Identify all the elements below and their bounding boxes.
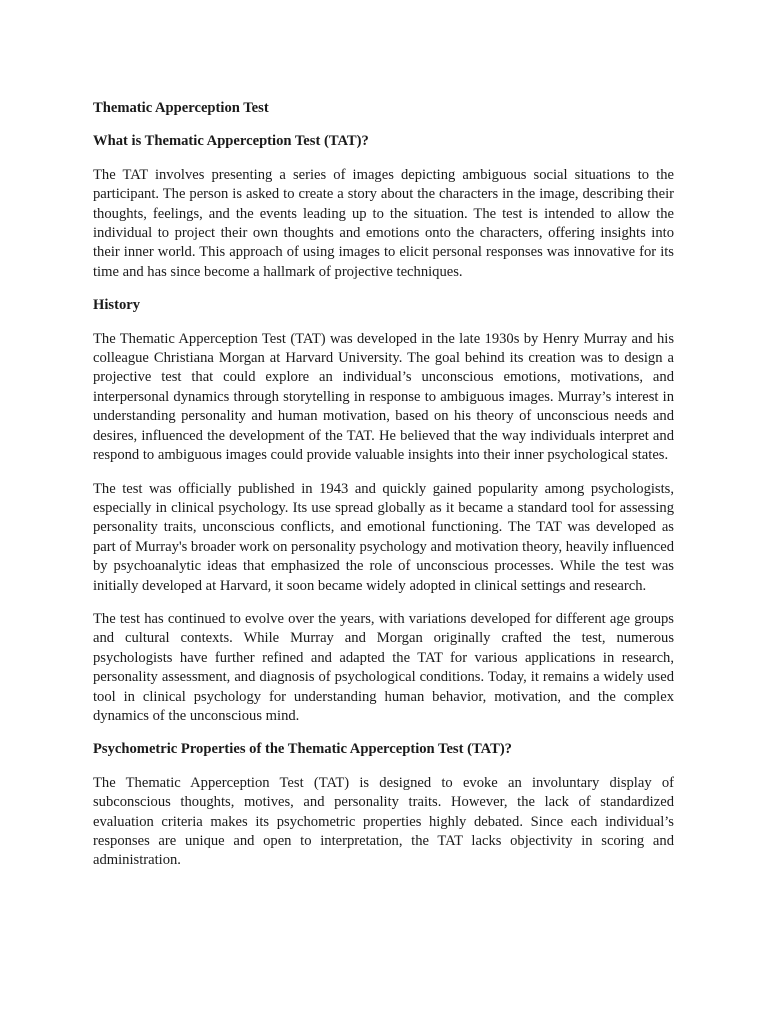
document-page [93, 99, 674, 885]
document-title: Thematic Apperception Test [93, 100, 269, 116]
paragraph-history-origin: The Thematic Apperception Test (TAT) was developed in the late 1930s by Henry Murray and his colleague Christiana Morgan at Harvard University. The goal behind its creation was to design a projective test that could explore an individual’s unconscious emotions, motivations, and interpersonal dynamics through storytelling in response to ambiguous images. Murray’s interest in understanding personality and human motivation, based on his theory of unconscious needs and desires, influenced the development of the TAT. He believed that the way individuals interpret and respond to ambiguous images could provide valuable insights into their inner psychological states. [93, 330, 674, 464]
section-heading-what-is-tat: What is Thematic Apperception Test (TAT)? [93, 133, 369, 150]
section-heading-history: History [93, 297, 141, 314]
paragraph-history-publication: The test was officially published in 1943 and quickly gained popularity among psychologists, especially in clinical psychology. Its use spread globally as it became a standard tool for assessing personality traits, unconscious conflicts, and emotional functioning. The TAT was developed as part of Murray's broader work on personality psychology and motivation theory, heavily influenced by psychoanalytic ideas that emphasized the role of unconscious processes. While the test was initially developed at Harvard, it soon became widely adopted in clinical settings and research. [93, 480, 674, 594]
paragraph-history-evolution: The test has continued to evolve over the years, with variations developed for different age groups and cultural contexts. While Murray and Morgan originally crafted the test, numerous psychologists have further refined and adapted the TAT for various applications in research, personality assessment, and diagnosis of psychological conditions. Today, it remains a widely used tool in clinical psychology for understanding human behavior, motivation, and the complex dynamics of the unconscious mind. [93, 610, 674, 724]
paragraph-psychometric-properties: The Thematic Apperception Test (TAT) is designed to evoke an involuntary display of subconscious thoughts, motives, and personality traits. However, the lack of standardized evaluation criteria makes its psychometric properties highly debated. Since each individual’s responses are unique and open to interpretation, the TAT lacks objectivity in scoring and administration. [93, 774, 674, 869]
section-heading-psychometric-properties: Psychometric Properties of the Thematic Apperception Test (TAT)? [93, 741, 512, 758]
paragraph-tat-description: The TAT involves presenting a series of images depicting ambiguous social situations to the participant. The person is asked to create a story about the characters in the image, describing their thoughts, feelings, and the events leading up to the situation. The test is intended to allow the individual to project their own thoughts and emotions onto the characters, offering insights into their inner world. This approach of using images to elicit personal responses was innovative for its time and has since become a hallmark of projective techniques. [93, 166, 674, 280]
